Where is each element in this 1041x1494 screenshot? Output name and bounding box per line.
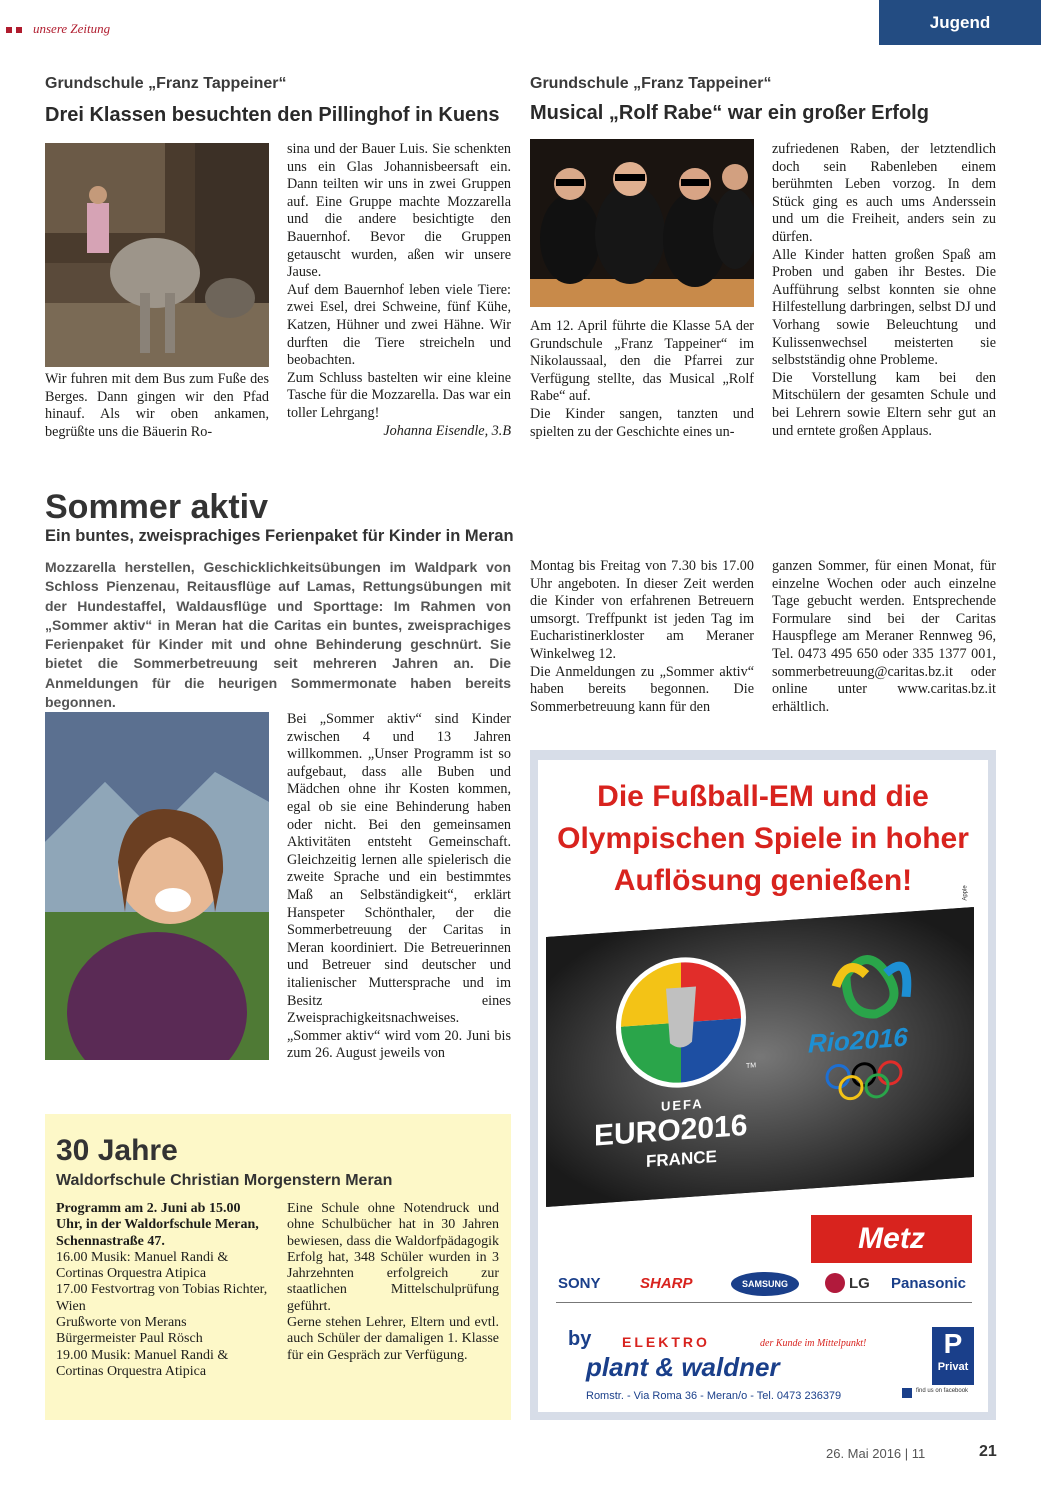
article2-kicker: Grundschule „Franz Tappeiner“ (530, 75, 772, 92)
lg-logo-icon (825, 1273, 845, 1293)
box-para: Gerne stehen Lehrer, Eltern und evtl. auch Schüler der damaligen 1. Klasse für ein Gespräch zur Verfügung. (287, 1315, 499, 1363)
tv-screen (546, 907, 974, 1207)
section-tab (879, 0, 1041, 45)
ad-inner (538, 760, 988, 1412)
article3-para: Die Anmeldungen zu „Sommer aktiv“ haben bereits begonnen. Die Sommerbetreuung kann für den (530, 663, 754, 715)
article3-col-r1 (530, 558, 754, 716)
ad-headline-line: Die Fußball-EM und die (597, 780, 929, 813)
rio-logo-text: Rio2016 (808, 1021, 908, 1059)
dealer-slogan: der Kunde im Mittelpunkt! (760, 1338, 867, 1349)
article3-photo-girl (45, 712, 269, 1060)
facebook-icon (902, 1388, 912, 1398)
box-program-item: 17.00 Festvortrag von Tobias Richter, Wien (56, 1282, 268, 1314)
ad-headline-line: Auflösung genießen! (613, 864, 913, 897)
ad-headline (538, 776, 988, 902)
article1-col1: Wir fuhren mit dem Bus zum Fuße des Berges. Dann gingen wir den Pfad hinauf. Als wir oben ankamen, begrüßte uns die Bäuerin Ro- (45, 371, 269, 440)
article2-col2 (772, 141, 996, 440)
dealer-name: plant & waldner (586, 1352, 780, 1382)
euro-uefa: UEFA (661, 1095, 704, 1114)
article2-para: zufriedenen Raben, der letztendlich doch sein Rabenleben einem berühmten Leben vorzog. In dem Stück ging es auch ums Anderssein und um die Freiheit, anders sein zu dürfen. (772, 141, 996, 245)
article1-para: Auf dem Bauernhof leben viele Tiere: zwei Esel, drei Schweine, fünf Kühe, Katzen, Hühner und zwei Hähne. Wir durften die Tiere streicheln und beobachten. (287, 281, 511, 369)
article3-para: Bei „Sommer aktiv“ sind Kinder zwischen 4 und 13 Jahren willkommen. „Unser Programm ist so aufgebaut, dass alle Buben und Mädchen ohne ihr Kosten kommen, egal ob sie eine Behinderung haben oder nicht. Bei den gemeinsamen Aktivitäten entsteht Gemeinschaft. Gleichzeitig lernen alle spielerisch die zweite Sprache und ein bestimmtes Maß an Selbständigkeit“, erklärt Hanspeter Schönthaler, der die Sommerbetreuung der Caritas in Meran koordiniert. Die Betreuerinnen und Betreuer sind deutscher und italienischer Muttersprache und im Besitz eines Zweisprachigkeitsnachweises. (287, 711, 511, 1027)
box-program-item: 19.00 Musik: Manuel Randi & Cortinas Orquestra Atipica (56, 1347, 229, 1379)
page-number: 21 (979, 1443, 997, 1460)
article2-para: Alle Kinder hatten großen Spaß am Proben und gaben ihr Bestes. Die Aufführung selbst konnten sie ohne Hilfestellung darbringen, selbst DJ und Vorhang sowie Beleuchtung und Kulissenwechsel meisterten sie selbstständig ohne Probleme. (772, 246, 996, 369)
parking-p: P (943, 1328, 963, 1359)
brand-samsung-label: SAMSUNG (741, 1279, 788, 1289)
waldorf-box (45, 1114, 511, 1420)
article1-kicker: Grundschule „Franz Tappeiner“ (45, 75, 287, 92)
facebook-label: find us on facebook (916, 1388, 969, 1394)
brand-lg: LG (849, 1275, 870, 1292)
ad-headline-line: Olympischen Spiele in hoher (557, 822, 969, 855)
box-program-item: Grußworte von Merans Bürgermeister Paul Rösch (56, 1315, 203, 1347)
brand-samsung (731, 1272, 799, 1296)
article3-subtitle: Ein buntes, zweisprachiges Ferienpaket für Kinder in Meran (45, 527, 514, 545)
article3-lead: Mozzarella herstellen, Geschicklichkeitsübungen im Waldpark von Schloss Pienzenau, Reitausflüge auf Lamas, Rettungsübungen mit der Hundestaffel, Waldausflüge und Sporttage: Im Rahmen von „Sommer aktiv“ in Meran hat die Caritas ein buntes, zweisprachiges Ferienpaket für Kinder mit und ohne Behinderung geschnürt. Sie bietet die Sommerbetreuung seit mehreren Jahren an. Die Anmeldungen für die heurigen Sommermonate haben bereits begonnen. (45, 559, 511, 711)
metz-label: Metz (858, 1222, 925, 1255)
footer-date: 26. Mai 2016 | 11 (826, 1446, 926, 1461)
advertisement (530, 750, 996, 1420)
article1-para: sina und der Bauer Luis. Sie schenkten uns ein Glas Johannisbeersaft ein. Dann teilten wir uns in zwei Gruppen auf. Eine Gruppe machte Mozzarella und die andere besichtigte den Bauernhof. Bevor die Gruppen getauscht wurden, aßen wir unsere Jause. (287, 141, 511, 281)
ad-side-credit: Apple (962, 885, 969, 901)
article3-col-mid (287, 711, 511, 1063)
publication-name: unsere Zeitung (33, 21, 111, 36)
euro-logo-text: EURO2016 (594, 1108, 748, 1153)
article1-photo-donkeys (45, 143, 269, 367)
article3-col-r2: ganzen Sommer, für einen Monat, für einzelne Wochen oder auch einzelne Tage gebucht werden. Entsprechende Formulare sind bei der Caritas Hauspflege am Meraner Rennweg 96, Tel. 0473 495 650 oder 335 1377 001, sommerbetreuung@caritas.bz.it oder online unter www.caritas.bz.it erhältlich. (772, 558, 996, 715)
article1-col2 (287, 141, 511, 440)
box-program-item: 16.00 Musik: Manuel Randi & Cortinas Orquestra Atipica (56, 1249, 229, 1282)
box-col2 (287, 1201, 499, 1364)
euro-france: FRANCE (646, 1147, 717, 1171)
box-title: 30 Jahre (56, 1134, 178, 1167)
brand-panasonic: Panasonic (891, 1275, 967, 1292)
article2-para: Am 12. April führte die Klasse 5A der Grundschule „Franz Tappeiner“ im Nikolaussaal, den die Pfarrei zur Verfügung stellte, das Musical „Rolf Rabe“ auf. (530, 318, 754, 405)
euro-tm: TM (746, 1062, 757, 1070)
header-marks (6, 27, 26, 35)
article2-col1 (530, 318, 754, 441)
article2-photo-musical (530, 139, 754, 307)
article1-author: Johanna Eisendle, 3.B (383, 422, 511, 439)
article2-para: Die Vorstellung kam bei den Mitschülern der gesamten Schule und bei Lehrern sowie Eltern sehr gut an und erntete großen Applaus. (772, 369, 996, 439)
divider (556, 1302, 972, 1303)
box-program (56, 1201, 268, 1380)
parking-label: Privat (937, 1361, 969, 1373)
article3-para: Montag bis Freitag von 7.30 bis 17.00 Uhr angeboten. In dieser Zeit werden die Kinder von erfahrenen Betreuern umsorgt. Treffpunkt ist jeden Tag im Eucharistinerkloster am Meraner Winkelweg 12. (530, 558, 754, 662)
article2-title: Musical „Rolf Rabe“ war ein großer Erfolg (530, 102, 929, 124)
box-program-heading: Programm am 2. Juni ab 15.00 Uhr, in der Waldorfschule Meran, Schennastraße 47. (56, 1201, 259, 1249)
brand-sharp: SHARP (640, 1275, 693, 1292)
article1-para: Zum Schluss bastelten wir eine kleine Tasche für die Mozzarella. Das war ein toller Lehrgang! (287, 369, 511, 421)
section-label: Jugend (929, 13, 991, 32)
brand-sony: SONY (558, 1275, 601, 1292)
article2-para: Die Kinder sangen, tanzten und spielten zu der Geschichte eines un- (530, 405, 754, 440)
dealer-address: Romstr. - Via Roma 36 - Meran/o - Tel. 0473 236379 (586, 1390, 842, 1402)
dealer-by: by (568, 1328, 592, 1350)
article3-para: „Sommer aktiv“ wird vom 20. Juni bis zum 26. August jeweils von (287, 1027, 511, 1062)
article1-title: Drei Klassen besuchten den Pillinghof in Kuens (45, 104, 500, 126)
article3-title: Sommer aktiv (45, 488, 268, 526)
metz-logo (811, 1215, 972, 1263)
dealer-elektro: ELEKTRO (622, 1334, 710, 1350)
box-para: Eine Schule ohne Notendruck und ohne Schulbücher hat in 30 Jahren bewiesen, dass die Waldorfpädagogik Erfolg hat, 348 Schüler wurden in 3 Jahrzehnten erfolgreich zur staatlichen Mittelschulprüfung geführt. (287, 1201, 499, 1314)
parking-sign (932, 1327, 974, 1385)
box-subtitle: Waldorfschule Christian Morgenstern Meran (56, 1172, 393, 1189)
